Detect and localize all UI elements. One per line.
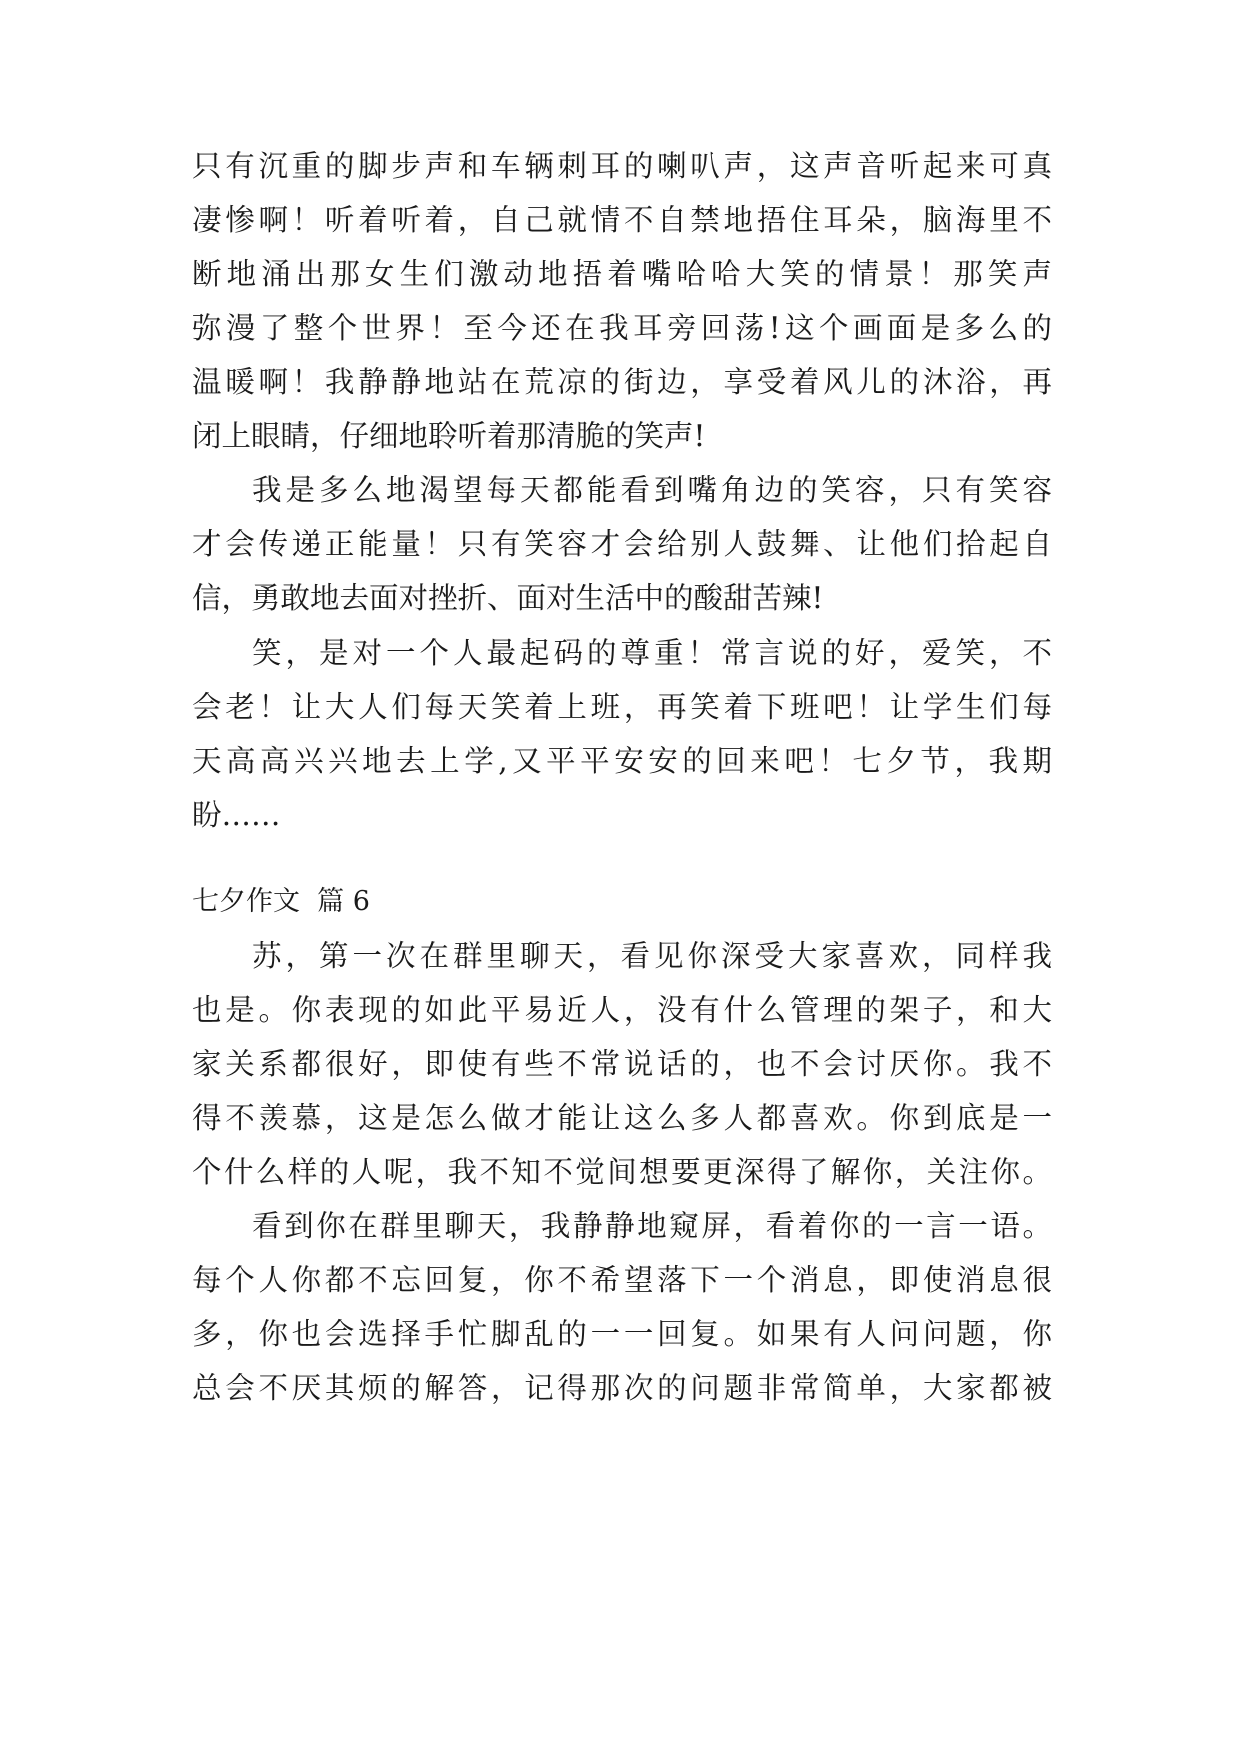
paragraph-line: 天高高兴兴地去上学,又平平安安的回来吧！七夕节，我期 xyxy=(192,744,1052,778)
paragraph-line: 得不羡慕，这是怎么做才能让这么多人都喜欢。你到底是一 xyxy=(192,1101,1052,1135)
paragraph-line: 只有沉重的脚步声和车辆刺耳的喇叭声，这声音听起来可真 xyxy=(192,149,1052,183)
paragraph-line: 盼…… xyxy=(192,798,281,832)
paragraph-line: 会老！让大人们每天笑着上班，再笑着下班吧！让学生们每 xyxy=(192,690,1052,724)
paragraph-line: 苏，第一次在群里聊天，看见你深受大家喜欢，同样我 xyxy=(252,939,1052,973)
paragraph-line: 温暖啊！我静静地站在荒凉的街边，享受着风儿的沐浴，再 xyxy=(192,365,1052,399)
paragraph-line: 弥漫了整个世界！至今还在我耳旁回荡!这个画面是多么的 xyxy=(192,311,1052,345)
paragraph-line: 每个人你都不忘回复，你不希望落下一个消息，即使消息很 xyxy=(192,1263,1052,1297)
paragraph-line: 信，勇敢地去面对挫折、面对生活中的酸甜苦辣! xyxy=(192,581,824,615)
paragraph-line: 看到你在群里聊天，我静静地窥屏，看着你的一言一语。 xyxy=(252,1209,1052,1243)
paragraph-line: 笑，是对一个人最起码的尊重！常言说的好，爱笑，不 xyxy=(252,636,1052,670)
section-heading: 七夕作文 篇 6 xyxy=(192,886,370,917)
paragraph-line: 也是。你表现的如此平易近人，没有什么管理的架子，和大 xyxy=(192,993,1052,1027)
paragraph-line: 才会传递正能量！只有笑容才会给别人鼓舞、让他们拾起自 xyxy=(192,527,1052,561)
paragraph-line: 家关系都很好，即使有些不常说话的，也不会讨厌你。我不 xyxy=(192,1047,1052,1081)
paragraph-line: 总会不厌其烦的解答，记得那次的问题非常简单，大家都被 xyxy=(192,1371,1052,1405)
paragraph-line: 凄惨啊！听着听着，自己就情不自禁地捂住耳朵，脑海里不 xyxy=(192,203,1052,237)
paragraph-line: 闭上眼睛，仔细地聆听着那清脆的笑声! xyxy=(192,419,706,453)
paragraph-line: 我是多么地渴望每天都能看到嘴角边的笑容，只有笑容 xyxy=(252,473,1052,507)
paragraph-line: 断地涌出那女生们激动地捂着嘴哈哈大笑的情景！那笑声 xyxy=(192,257,1052,291)
paragraph-line: 个什么样的人呢，我不知不觉间想要更深得了解你，关注你。 xyxy=(192,1155,1052,1189)
paragraph-line: 多，你也会选择手忙脚乱的一一回复。如果有人问问题，你 xyxy=(192,1317,1052,1351)
